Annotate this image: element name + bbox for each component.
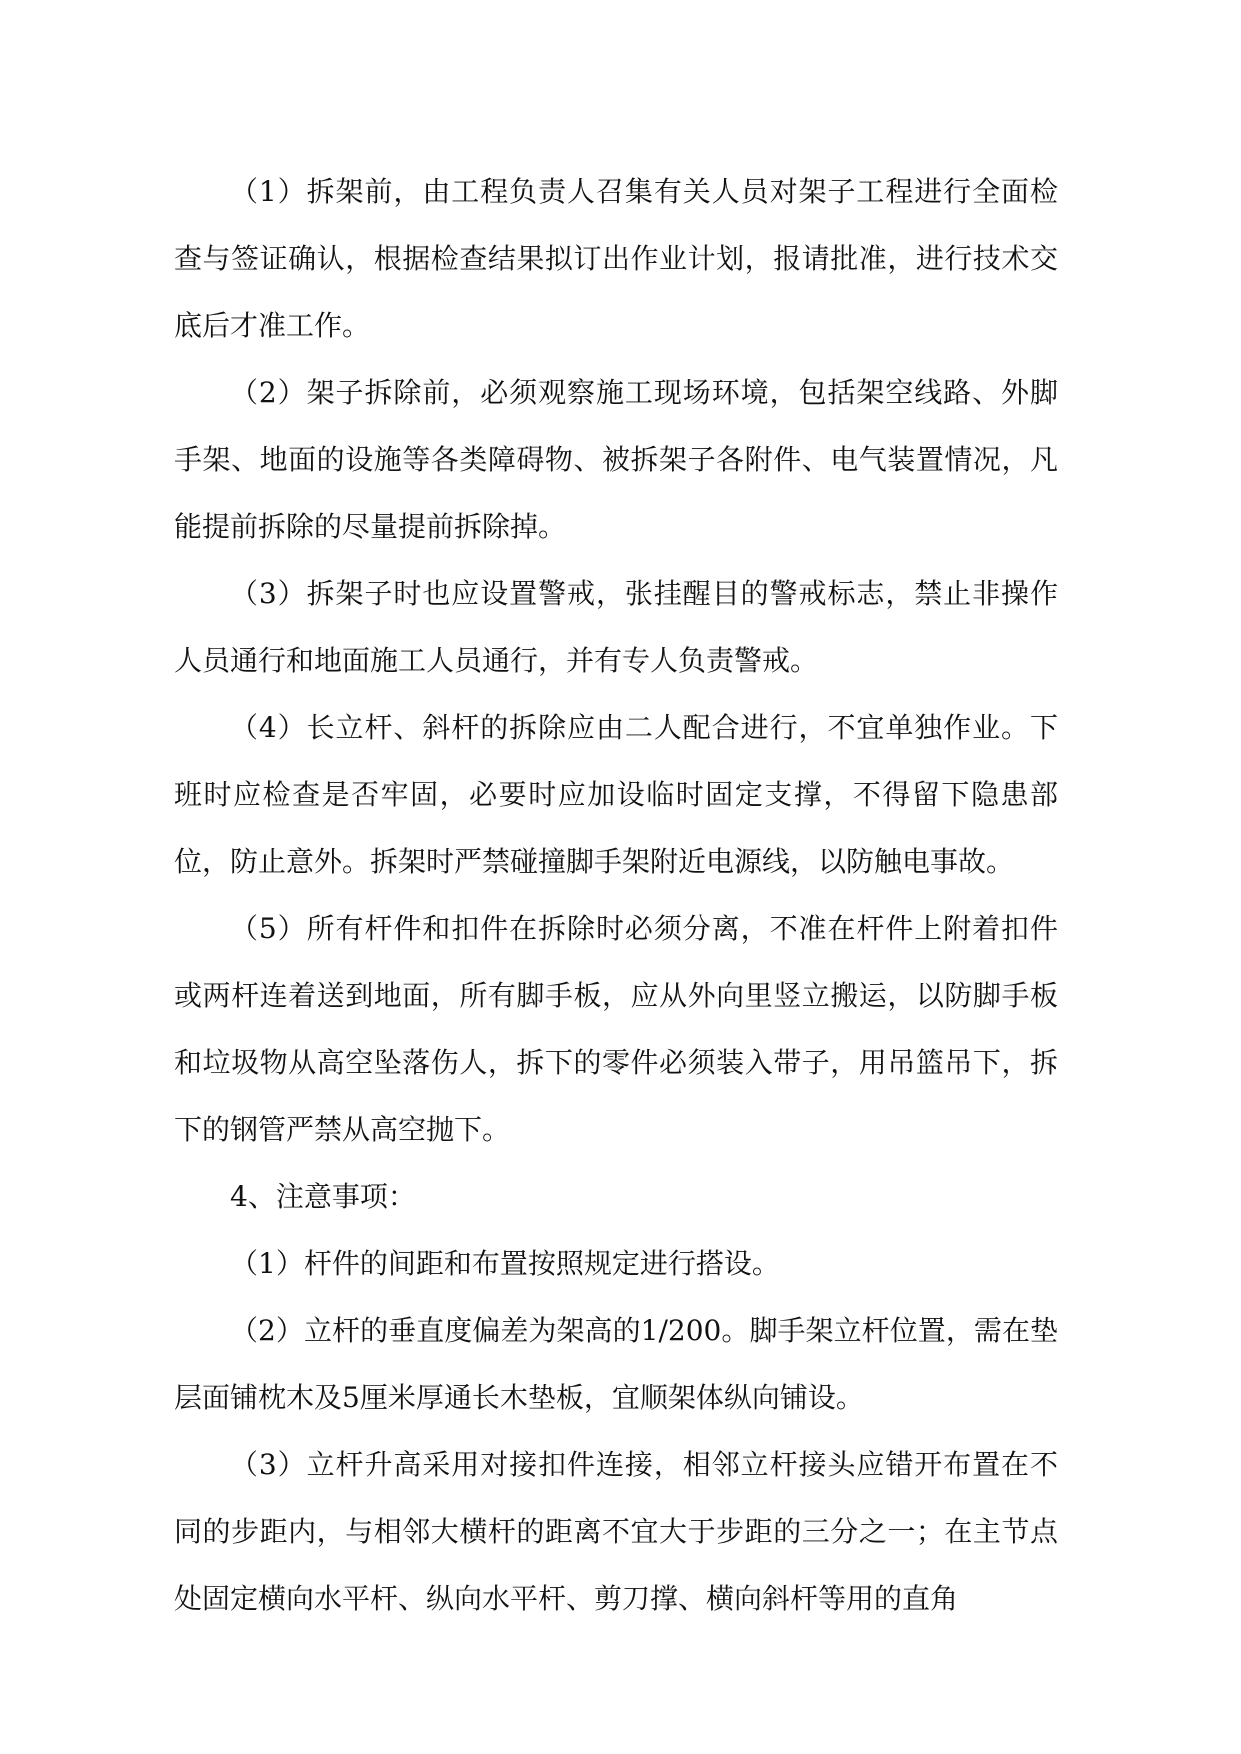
paragraph-warning-zone: （3）拆架子时也应设置警戒，张挂醒目的警戒标志，禁止非操作人员通行和地面施工人员通行，并有专人负责警戒。 bbox=[174, 577, 1058, 677]
paragraph-butt-joints: （3）立杆升高采用对接扣件连接，相邻立杆接头应错开布置在不同的步距内，与相邻大横杆的距离不宜大于步距的三分之一；在主节点处固定横向水平杆、纵向水平杆、剪刀撑、横向斜杆等用的直角 bbox=[174, 1448, 1058, 1615]
paragraph-site-environment: （2）架子拆除前，必须观察施工现场环境，包括架空线路、外脚手架、地面的设施等各类障碍物、被拆架子各附件、电气装置情况，凡能提前拆除的尽量提前拆除掉。 bbox=[174, 376, 1058, 543]
paragraph-component-separation: （5）所有杆件和扣件在拆除时必须分离，不准在杆件上附着扣件或两杆连着送到地面，所有脚手板，应从外向里竖立搬运，以防脚手板和垃圾物从高空坠落伤人，拆下的零件必须装入带子，用吊篮吊下，拆下的钢管严禁从高空抛下。 bbox=[174, 912, 1058, 1146]
paragraph-pole-removal: （4）长立杆、斜杆的拆除应由二人配合进行，不宜单独作业。下班时应检查是否牢固，必要时应加设临时固定支撑，不得留下隐患部位，防止意外。拆架时严禁碰撞脚手架附近电源线，以防触电事故。 bbox=[174, 711, 1058, 878]
paragraph-dismantle-inspection: （1）拆架前，由工程负责人召集有关人员对架子工程进行全面检查与签证确认，根据检查结果拟订出作业计划，报请批准，进行技术交底后才准工作。 bbox=[174, 175, 1058, 342]
section-heading-precautions: 4、注意事项： bbox=[230, 1180, 416, 1213]
paragraph-spacing-layout: （1）杆件的间距和布置按照规定进行搭设。 bbox=[230, 1247, 780, 1280]
paragraph-verticality: （2）立杆的垂直度偏差为架高的1/200。脚手架立杆位置，需在垫层面铺枕木及5厘米厚通长木垫板，宜顺架体纵向铺设。 bbox=[174, 1314, 1058, 1414]
document-body bbox=[174, 158, 1058, 1632]
